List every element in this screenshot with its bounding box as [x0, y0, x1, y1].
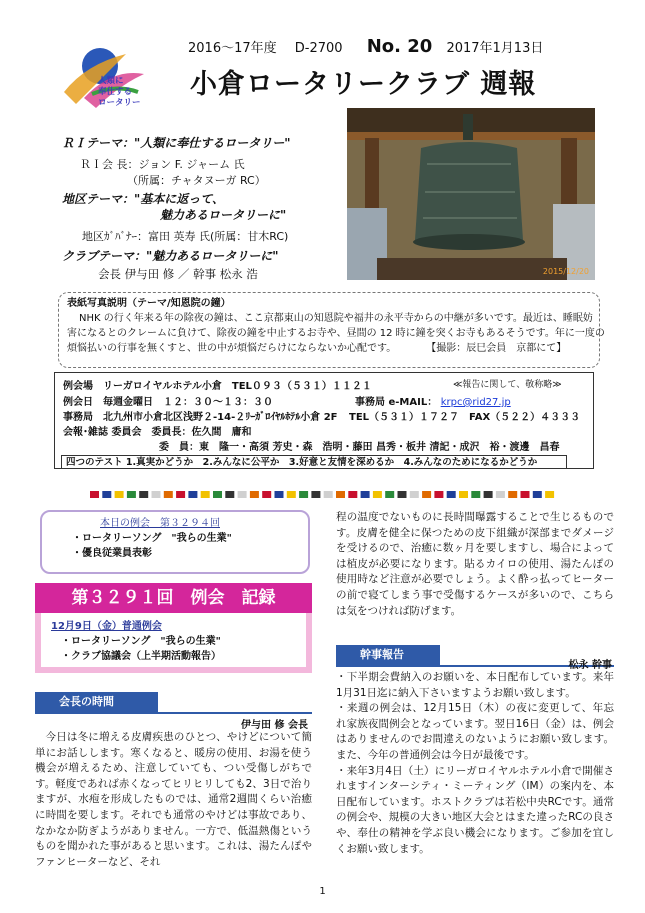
- flag-icon: [398, 491, 407, 498]
- email-label: 事務局 e-MAIL：: [355, 397, 438, 408]
- email-link[interactable]: krpc@rid27.jp: [440, 397, 511, 408]
- secretary-author: 松永 幹事: [568, 660, 612, 671]
- flag-icon: [410, 491, 419, 498]
- president-text-continued: 程の温度でないものに長時間曝露することで生じるものです。皮膚を健全に保つための皮下組織が深部までダメージを受けるので、治癒に数ヶ月を要しますし、場合によっては植皮が必要になります。貼るカイロの使用、湯たんぽの使用時など注意が必要でしょう。よく酔っ払ってヒーターの前で寝てしまう事で受傷するケースが多いので、こちらは気をつければ防げます。: [336, 511, 614, 617]
- flag-icon: [115, 491, 124, 498]
- temple-bell-photo: [347, 108, 595, 280]
- flag-icon: [213, 491, 222, 498]
- flag-icon: [447, 491, 456, 498]
- president-section-label: 会長の時間: [35, 692, 158, 712]
- flag-icon: [127, 491, 136, 498]
- secretary-text: ・下半期会費納入のお願いを、本日配布しています。来年1月31日迄に納入下さいますようお願い致します。 ・来週の例会は、12月15日（木）の夜に変更して、年忘れ家族夜間例会となっています。翌日16日（金）は、例会はありませんのでお間違えのないようにお願い致します。また、今年の普通例会は今日が最後です。 ・来年3月4日（土）にリーガロイヤルホテル小倉で開催されますインターシティ・ミーティング（IM）の案内を、本日配布しています。ホストクラブは若松中央RCです。通常の例会や、規模の大きい地区大会とはまた違ったRCの良さや、奉仕の精神を学ぶ良い機会になります。ご参加を宜しくお願い致します。: [336, 671, 614, 855]
- meeting-day: 例会日 毎週金曜日 １２：３０～１３：３０: [63, 397, 273, 408]
- flag-icon: [484, 491, 493, 498]
- flag-icon: [238, 491, 247, 498]
- district-theme: 地区テーマ："基本に返って、: [62, 192, 225, 206]
- section-divider: [35, 712, 312, 714]
- committee-chair: 会報･雑誌 委員会 委員長：佐久間 庸和: [63, 427, 252, 438]
- ri-president: ＲＩ会 長：ジョン F. ジャーム 氏: [80, 158, 245, 171]
- president-text: 今日は冬に増える皮膚疾患のひとつ、やけどについて簡単にお話しします。寒くなると、暖房の使用、お湯を使う機会が増えるため、注意していても、つい受傷しがちです。軽度であれば赤くなってヒリヒリしても2、3日で治りますが、水疱を形成したものでは、通常2週間くらい治癒に時間を要します。それでも通常のやけどは事故であり、なかなか防ぎようがありません。一方で、低温熱傷というものを聞かれた事があると思います。これは、湯たんぽやファンヒーターなど、それ: [35, 731, 312, 868]
- caption-line: NHK の行く年来る年の除夜の鐘は、ここ京都東山の知恩院や福井の永平寺からの中継が多いです。最近は、睡眠妨: [79, 313, 593, 324]
- ri-affiliation: （所属：チャタヌーガ RC）: [127, 174, 266, 187]
- flag-icon: [299, 491, 308, 498]
- flag-icon: [459, 491, 468, 498]
- flag-icon: [422, 491, 431, 498]
- club-theme: クラブテーマ："魅力あるロータリーに": [62, 249, 279, 263]
- flag-icon: [496, 491, 505, 498]
- issue-number: No. 20: [366, 36, 433, 57]
- caption-line: 煩悩払いの行事を無くすと、世の中が煩悩だらけにならないか心配です。 【撮影：辰巳会員 京都にて】: [67, 343, 567, 354]
- district-governor: 地区ｶﾞﾊﾞﾅｰ：富田 英寿 氏(所属：甘木RC): [82, 230, 289, 243]
- district-code: D-2700: [294, 41, 343, 56]
- today-title: 本日の例会 第３２９４回: [100, 518, 220, 529]
- logo-text-line: ロータリー: [98, 98, 141, 108]
- flag-icon: [336, 491, 345, 498]
- caption-line: 害になるとのクレームに負けて、除夜の鐘を中止するお寺や、昼間の 12 時に鐘を突くお寺もあるそうです。年に一度の: [67, 328, 605, 339]
- four-way-test: 四つのテスト 1.真実かどうか 2.みんなに公平か 3.好意と友情を深めるか 4.みんなのためになるかどうか: [61, 455, 567, 469]
- flag-icon: [545, 491, 554, 498]
- flag-icon: [164, 491, 173, 498]
- flag-icon: [434, 491, 443, 498]
- flag-icon: [152, 491, 161, 498]
- meeting-record-header: 第３２９１回 例会 記録: [35, 583, 312, 613]
- committee-members: 委 員：東 隆一・高須 芳史・森 浩明・藤田 昌秀・板井 清記・成沢 裕・渡邊 昌春: [159, 442, 560, 453]
- flag-icon: [508, 491, 517, 498]
- issue-date: 2017年1月13日: [446, 41, 544, 56]
- meeting-info-box: [54, 372, 594, 469]
- logo-text-line: 人類に: [98, 76, 124, 86]
- office-tel: TEL（５３１）１７２７ FAX（５２２）４３３３: [349, 412, 581, 423]
- caption-title: 表紙写真説明（テーマ/知恩院の鐘）: [67, 298, 231, 309]
- flag-icon: [373, 491, 382, 498]
- today-item: ・ロータリーソング "我らの生業": [72, 533, 232, 544]
- flag-icon: [324, 491, 333, 498]
- flag-icon: [521, 491, 530, 498]
- flag-icon: [102, 491, 111, 498]
- flag-icon: [533, 491, 542, 498]
- club-officers: 会長 伊与田 修 ／ 幹事 松永 浩: [98, 267, 258, 281]
- meeting-record-body: [35, 613, 312, 673]
- today-item: ・優良従業員表彰: [72, 548, 152, 559]
- office-address: 事務局 北九州市小倉北区浅野２-14-２ﾘｰｶﾞﾛｲﾔﾙﾎﾃﾙ小倉 2F: [63, 412, 338, 423]
- flag-icon: [275, 491, 284, 498]
- ri-theme: ＲＩテーマ："人類に奉仕するロータリー": [62, 136, 291, 150]
- flag-icon: [139, 491, 148, 498]
- president-author: 伊与田 修 会長: [241, 720, 308, 731]
- issue-line: [188, 36, 543, 57]
- flag-icon: [176, 491, 185, 498]
- flag-icon: [385, 491, 394, 498]
- flag-icon: [287, 491, 296, 498]
- flag-icon: [361, 491, 370, 498]
- page-number: 1: [319, 886, 326, 897]
- photo-credit: 2015/12/20: [542, 267, 589, 276]
- flag-icon: [348, 491, 357, 498]
- fiscal-year: 2016～17年度: [188, 41, 277, 56]
- flag-icon: [311, 491, 320, 498]
- flag-icon: [225, 491, 234, 498]
- today-meeting-box: [40, 510, 310, 574]
- flag-icon: [201, 491, 210, 498]
- record-date: 12月9日（金）普通例会: [51, 621, 162, 632]
- rotary-logo: [56, 34, 150, 128]
- secretary-section-label: 幹事報告: [336, 645, 440, 665]
- logo-text-line: 奉仕する: [98, 87, 133, 97]
- flag-icon: [471, 491, 480, 498]
- flag-icon: [262, 491, 271, 498]
- newsletter-title: 小倉ロータリークラブ 週報: [190, 69, 537, 100]
- cover-caption: [58, 292, 605, 368]
- flag-icon: [90, 491, 99, 498]
- flag-strip: [90, 484, 560, 492]
- record-item: ・ロータリーソング "我らの生業": [61, 636, 221, 647]
- record-item: ・クラブ協議会（上半期活動報告）: [61, 651, 221, 662]
- report-notice: ≪報告に関して、敬称略≫: [453, 380, 562, 390]
- meeting-venue: 例会場 リーガロイヤルホテル小倉 TEL０９３（５３１）１１２１: [63, 381, 372, 392]
- district-theme-cont: 魅力あるロータリーに": [160, 208, 287, 222]
- flag-icon: [250, 491, 259, 498]
- flag-icon: [188, 491, 197, 498]
